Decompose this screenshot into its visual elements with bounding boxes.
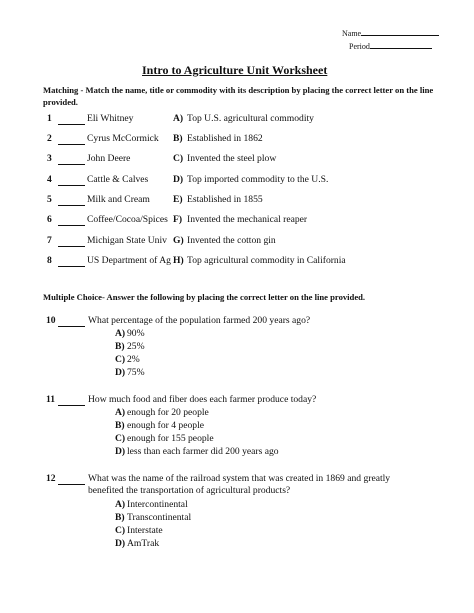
answer-blank[interactable] [58,225,85,226]
question-number: 11 [46,394,56,405]
option-text: less than each farmer did 200 years ago [127,446,279,457]
item-letter: G) [173,235,184,246]
option-letter: C) [115,354,126,365]
answer-blank[interactable] [58,326,85,327]
answer-blank[interactable] [58,484,85,485]
answer-blank[interactable] [58,185,85,186]
page-title: Intro to Agriculture Unit Worksheet [142,63,328,77]
option-text: enough for 20 people [127,407,209,418]
question-text-line-2: benefited the transportation of agricultural products? [88,485,291,496]
item-number: 2 [47,133,52,144]
item-letter: A) [173,113,184,124]
item-term: John Deere [87,153,131,164]
item-number: 6 [47,214,52,225]
option-letter: D) [115,446,126,457]
option-letter: B) [115,512,125,523]
item-letter: D) [173,174,184,185]
mc-instructions: Multiple Choice- Answer the following by placing the correct letter on the line provided. [43,292,366,302]
item-term: Coffee/Cocoa/Spices [87,214,168,225]
option-text: 75% [127,367,145,378]
question-number: 10 [46,315,56,326]
name-label: Name [342,29,362,38]
item-letter: F) [173,214,183,225]
item-description: Top agricultural commodity in California [187,255,346,266]
item-description: Top imported commodity to the U.S. [187,174,329,185]
option-letter: B) [115,420,125,431]
option-text: Transcontinental [127,512,192,523]
item-term: Cattle & Calves [87,174,149,185]
answer-blank[interactable] [58,405,85,406]
matching-instructions: Matching - Match the name, title or commodity with its description by placing the correct letter on the line provided. [43,85,434,107]
item-description: Invented the mechanical reaper [187,214,308,225]
question-number: 12 [46,473,56,484]
item-description: Top U.S. agricultural commodity [187,113,314,124]
option-text: Interstate [127,525,163,536]
question-text: How much food and fiber does each farmer produce today? [88,394,317,405]
answer-blank[interactable] [58,144,85,145]
option-text: 90% [127,328,145,339]
item-number: 8 [47,255,52,266]
item-term: Cyrus McCormick [87,133,159,144]
answer-blank[interactable] [58,205,85,206]
option-text: Intercontinental [127,499,188,510]
option-letter: D) [115,367,126,378]
item-number: 5 [47,194,52,205]
item-term: Michigan State Univ [87,235,167,246]
item-letter: C) [173,153,184,164]
item-number: 3 [47,153,52,164]
option-letter: D) [115,538,126,549]
item-number: 7 [47,235,52,246]
option-letter: A) [115,407,126,418]
item-letter: B) [173,133,183,144]
item-letter: E) [173,194,183,205]
item-number: 1 [47,113,52,124]
option-letter: B) [115,341,125,352]
period-blank[interactable] [370,40,432,49]
name-field[interactable] [342,27,439,38]
option-text: AmTrak [127,538,160,549]
option-text: enough for 4 people [127,420,204,431]
item-term: Milk and Cream [87,194,150,205]
option-letter: A) [115,499,126,510]
question-text-line-1: What was the name of the railroad system that was created in 1869 and greatly [88,473,391,484]
option-letter: C) [115,525,126,536]
period-label: Period [349,42,370,51]
answer-blank[interactable] [58,124,85,125]
item-description: Invented the steel plow [187,153,277,164]
item-description: Established in 1862 [187,133,263,144]
option-letter: C) [115,433,126,444]
period-field[interactable] [349,40,432,51]
item-term: US Department of Ag [87,255,171,266]
answer-blank[interactable] [58,164,85,165]
option-text: 2% [127,354,140,365]
answer-blank[interactable] [58,246,85,247]
option-text: enough for 155 people [127,433,214,444]
name-blank[interactable] [361,27,439,36]
option-letter: A) [115,328,126,339]
item-description: Established in 1855 [187,194,263,205]
item-letter: H) [173,255,184,266]
item-term: Eli Whitney [87,113,134,124]
answer-blank[interactable] [58,266,85,267]
item-description: Invented the cotton gin [187,235,276,246]
item-number: 4 [47,174,52,185]
question-text: What percentage of the population farmed 200 years ago? [88,315,311,326]
option-text: 25% [127,341,145,352]
